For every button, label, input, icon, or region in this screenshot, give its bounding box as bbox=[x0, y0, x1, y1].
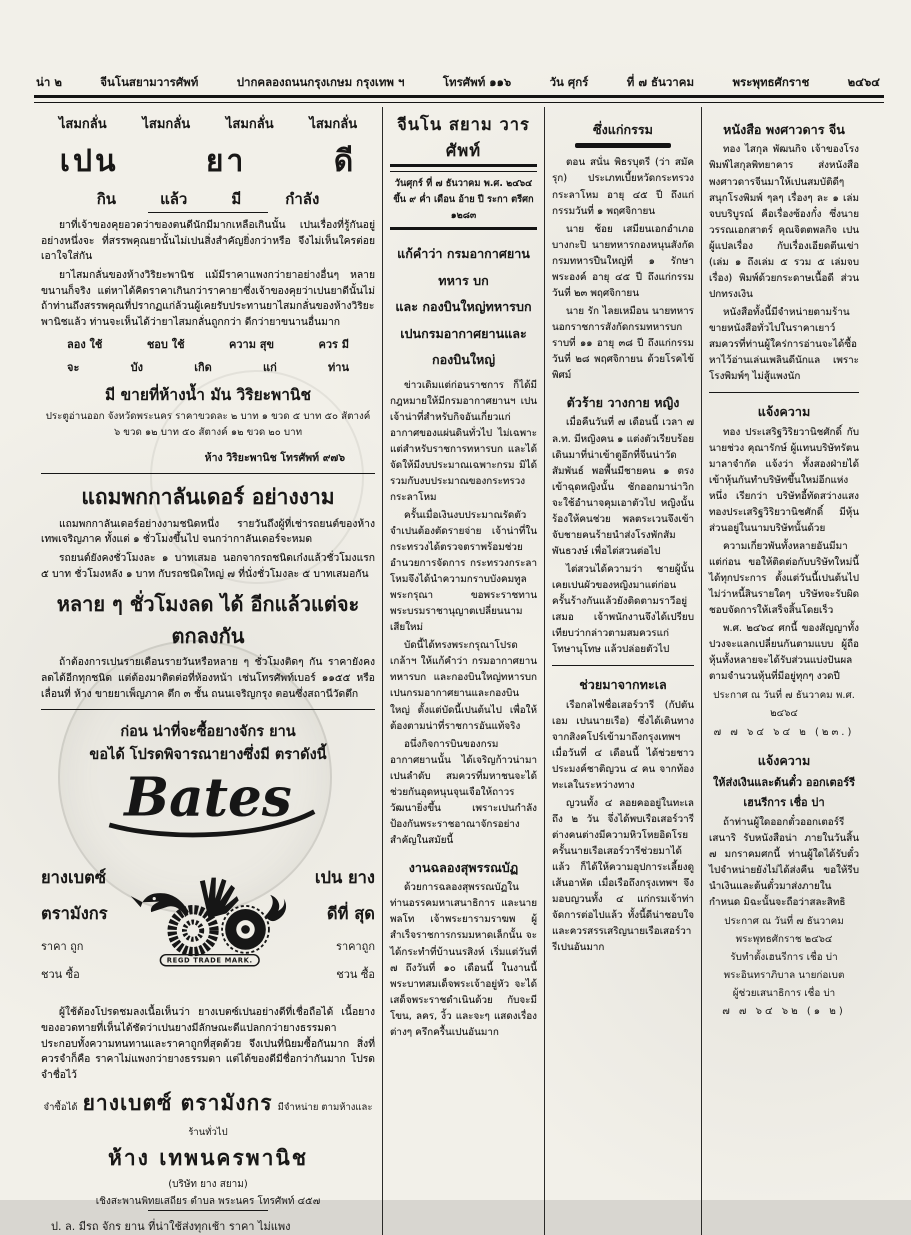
notice-signature-line: รับทำตั้งเฮนรีการ เชื่อ บ่า bbox=[730, 951, 838, 963]
bates-shop-address: เชิงสะพานพิทยเสถียร ตำบล พระนคร โทรศัพท์ ๔๕๗ bbox=[95, 1195, 321, 1207]
brand-row bbox=[41, 113, 375, 134]
medicine-paragraph: ยาที่เจ้าของคุยอวดว่าของตนดีนักมีมากเหลือเกินนั้น เปนเรื่องที่รู้กันอยู่อย่างหนึ่งจะ ที่สรรพคุณยานั้นไม่เปนสิ่งสำคัญยิ่งกว่าหรือ จึงไม่เห็นใครต่อยเอาใจใส่กัน bbox=[41, 219, 375, 263]
brand-word: ไสมกลั่น bbox=[225, 117, 274, 132]
column-local-news bbox=[544, 107, 701, 1235]
notice-date-line: ประกาศ ณ วันที่ ๗ ธันวาคม พระพุทธศักราช ๒๔๖๔ bbox=[724, 916, 844, 946]
bates-dragon-logo bbox=[115, 846, 301, 1002]
price-line: ๖ ขวด ๑๒ บาท ๕๐ สัตางค์ ๑๒ ขวด ๒๐ บาท bbox=[113, 427, 303, 439]
masthead-rule bbox=[390, 227, 537, 230]
bates-paragraph: ผู้ใช้ต้องโปรดชมลงเนื้อเห็นว่า ยางเบตซ์เปนอย่างดีที่เชื่อถือได้ เนื้อยางของอวดทายที่เห็นได้ชัดว่าเปนยางมีลักษณะดีแปลกกว่ายางธรรมดา ประกอบทั้งความทนทานและราคาถูกที่สุดด้วย จึงเปนที่นิยมซื้อกันมาก สิ่งที่ควรจำก็คือ ราคาไม่แพงกว่ายางธรรมดา แต่ได้ของดีมีชื่อกว่ากันมาก โปรดจำชื่อไว้ bbox=[41, 1006, 375, 1081]
column-lead bbox=[382, 107, 544, 1235]
section-rule bbox=[552, 665, 694, 666]
obituary-heading: ซึ่งแก่กรรม bbox=[593, 122, 653, 137]
sea-rescue-paragraph: เรือกลไฟชื่อเสอร์วารี (กัปตันเอม เปนนายเรือ) ซึ่งได้เดินทางจากสิงคโปร์เข้ามาถึงกรุงเทพฯ เมื่อวันที่ ๔ เดือนนี้ ได้ช่วยชาวประมงค์ชาติญวน ๔ คน จากท้องทะเลในระหว่างทาง bbox=[552, 699, 694, 791]
bates-ad-line2: ขอได้ โปรดพิจารณายางซึ่งมี ตราดังนี้ bbox=[89, 747, 327, 764]
notice-signature-line: ผู้ช่วยเสนาธิการ เชื่อ บ่า bbox=[732, 987, 836, 999]
bates-shop-note: (บริษัท ยาง สยาม) bbox=[168, 1178, 248, 1190]
column-ads bbox=[34, 107, 382, 1235]
notice-heading: แจ้งความ bbox=[757, 404, 811, 420]
calendar-paragraph: แถมพกกาลันเดอร์อย่างงามชนิดหนึ่ง รายวันถึงผู้ที่เช่ารถยนต์ของห้างเทพเจริญภาค ทั้งแต่ ๑ ชั่วโมงขึ้นไป จนกว่ากาลันเดอร์จะหมด bbox=[41, 517, 375, 546]
seller-line: มี ขายที่ห้างน้ำ มัน วิริยะพานิช bbox=[104, 386, 312, 405]
divider bbox=[148, 212, 268, 213]
sea-rescue-paragraph: ญวนทั้ง ๔ ลอยคออยู่ในทะเลถึง ๒ วัน จึ่งได้พบเรือเสอร์วารี ต่างคนต่างมีความหิวโหยอิดโรย ครั้นนายเรือเสอร์วารีช่วยมาได้แล้ว ก็ได้ให้ความอุปการะเลี้ยงดูเส้นอาหัต เมื่อเรือถึงกรุงเทพฯ จึงมอบญวนทั้ง ๔ แก่กรมเจ้าท่าจัดการต่อไปแล้ว ทั้งนี้ดีน่าชอบใจและควรสรรเสริญนายเรือเสอร์วารีเปนอันมาก bbox=[552, 797, 694, 954]
issue-era: พระพุทธศักราช bbox=[732, 75, 810, 89]
notice-number-line: ๗ ๗ ๖๔ ๖๒ (๑ ๒) bbox=[722, 1006, 846, 1018]
brand-word: ไสมกลั่น bbox=[142, 117, 191, 132]
header-rule bbox=[34, 95, 884, 103]
notice-number-line: ๗ ๗ ๖๔ ๖๔ ๒ (๒๓.) bbox=[713, 726, 855, 738]
notice-paragraph: ถ้าท่านผู้ใดออกตั๋วออกเตอร์รีเสนาริ รับหนังสือน่า ภายในวันสิ้น ๗ มกราคมศกนี้ ท่านผู้ใดได้รับตั๋วไปจำหน่ายยังไม่ได้ส่งคืน ขอให้รีบนำเงินและต้นตั๋วมาส่งภายในกำหนด มิฉะนั้นจะถือว่าสละสิทธิ bbox=[709, 816, 859, 909]
issue-date: ที่ ๗ ธันวาคม bbox=[626, 75, 695, 89]
crime-heading: ตัวร้าย วางกาย หญิง bbox=[566, 395, 680, 411]
notice-subline: เฮนรีการ เชื่อ บ่า bbox=[743, 796, 825, 810]
page-number: น่า ๒ bbox=[36, 75, 62, 89]
notice-date-line: ประกาศ ณ วันที่ ๗ ธันวาคม พ.ศ. ๒๔๖๔ bbox=[713, 690, 855, 720]
bates-logo-row bbox=[41, 846, 375, 1002]
shop-line: ห้าง วิริยะพานิช โทรศัพท์ ๙๗๖ bbox=[204, 451, 345, 464]
medicine-ad-subline: กิน แล้ว มี กำลัง bbox=[96, 190, 320, 208]
lead-paragraph: ครั้นเมื่อเงินงบประมาณรัดตัวจำเปนต้องตัดรายจ่าย เจ้าน่าที่ในกระทรวงได้ตรวจตราพร้อมช่วยอำนวยการจัดการ กระทรวงกระลาโหมจึงได้นำความกราบบังคมทูลพระกรุณา ขอพระราชทานพระบรมราชานุญาตเปลี่ยนนามเสียใหม่ bbox=[390, 509, 537, 634]
paper-phone: โทรศัพท์ ๑๑๖ bbox=[442, 75, 512, 89]
divider bbox=[148, 1210, 268, 1211]
crime-paragraph: ไต่สวนได้ความว่า ชายผู้นั้นเคยเปนผัวของหญิงมาแต่ก่อน ครั้นร้างกันแล้วยังติดตามราวีอยู่เสมอ เจ้าพนักงานจึงได้เปรียบเทียบว่ากล่าวตามสมควรแก่โทษานุโทษ แล้วปล่อยตัวไป bbox=[552, 563, 694, 656]
heading-bar bbox=[575, 143, 672, 148]
paper-name: จีนโนสยามวารศัพท์ bbox=[100, 75, 199, 89]
calendar-ad-headline: แถมพกกาลันเดอร์ อย่างงาม bbox=[81, 484, 335, 509]
paper-address: ปากคลองถนนกรุงเกษม กรุงเทพ ฯ bbox=[236, 75, 405, 89]
notice-paragraph: ทอง ประเสริฐวิริยวานิชศักดิ์ กับนายช่วง คุณารักษ์ ผู้แทนบริษัทรัตนมาลาจำกัด แจ้งว่า ทั้งสองฝ่ายได้เข้าหุ้นกันทำบริษัทขึ้นใหม่อีกแห่งหนึ่ง เรียกว่า บริษัทอี้ทัดสว่างแสง ทองประเสริฐวิริยวานิชศักดิ์ มีหุ้นส่วนอยู่ในนามบริษัทนั้นด้วย bbox=[709, 426, 859, 534]
slogan-row: จะ บัง เกิด แก่ ท่าน bbox=[67, 361, 349, 375]
lead-paragraph: ข่าวเดิมแต่ก่อนราชการ ก็ได้มีกฎหมายให้มีกรมอากาศยานฯ เปนเจ้าน่าที่สำหรับกิจอันเกี่ยวแก่อากาศของแผ่นดินทั่วไป ไม่เฉพาะแต่สำหรับราชการทหารบก และได้จัดให้มีงบประมาณเฉพาะกรม มิได้รวมกับงบประมาณของกระทรวงกระลาโหม bbox=[390, 379, 537, 503]
notice-subline: ให้ส่งเงินและต้นตั๋ว ออกเตอร์รี bbox=[712, 776, 856, 790]
masthead-rule bbox=[390, 164, 537, 172]
lead-headline: แก้คำว่า กรมอากาศยาน ทหาร บก และ กองบินใหญ่ทหารบก เปนกรมอากาศยานและกองบินใหญ่ bbox=[395, 246, 532, 368]
page-header bbox=[34, 74, 884, 95]
books-paragraph: ทอง ไสกุล พัฒนกิจ เจ้าของโรงพิมพ์ไสกุลพิทยาคาร ส่งหนังสือพงศาวดารจีนมาให้เปนสมบัติดีๆ สนุกโรงพิมพ์ ๆลๆ เรื่องๆ ละ ๑ เล่ม จบบริบูรณ์ คือเรื่องซ้องกั๋ง ซึ่งนายวรรณเอกสาตร์ คุณจิตตพลกิจ เปนผู้แปลเรื่อง กับเรื่องเอียดตีนเข่า (เล่ม ๑ ถึงเล่ม ๕ รวม ๕ เล่มจบเรื่อง) พิมพ์ด้วยกระดาษเนื้อดี ส่วนปกทรงเงิน bbox=[709, 144, 859, 300]
hours-headline: หลาย ๆ ชั่วโมงลด ได้ อีกแล้วแต่จะตกลงกัน bbox=[56, 592, 360, 649]
slogan-row: ลอง ใช้ ชอบ ใช้ ความ สุข ควร มี bbox=[67, 338, 349, 352]
brand-word: ไสมกลั่น bbox=[58, 117, 107, 132]
bates-right-labels: เปน ยาง ดีที่ สุด ราคาถูก ชวน ซื้อ bbox=[314, 868, 375, 982]
celebration-heading: งานฉลองสุพรรณบัฏ bbox=[408, 859, 519, 875]
medicine-paragraph: ยาไสมกลั่นของห้างวิริยะพานิช แม้มีราคาแพงกว่ายาอย่างอื่นๆ หลายขนานก็จริง แต่หาได้คิดราคาเกินกว่าราคายาซึ่งเจ้าของคุยว่าเปนยาดีนั้นไม่ ถ้าท่านถึงสรรพคุณที่ปรากฏแก่ล้วนผู้เคยรับประทานยาไสมกลั่นของห้างวิริยะพานิชแล้ว ท่านจะเห็นได้ว่ายาไสมกลั่นถูกกว่า ดีกว่ายาขนานอื่นมาก bbox=[41, 268, 375, 328]
lead-paragraph: บัดนี้ได้ทรงพระกรุณาโปรดเกล้าฯ ให้แก้คำว่า กรมอากาศยานทหารบก และกองบินใหญ่ทหารบก เปนกรมอากาศยานและกองบินใหญ่ ตั้งแต่บัดนี้เปนต้นไป เพื่อให้ต้องตามน่าที่ราชการอันแท้จริง bbox=[390, 640, 537, 732]
books-paragraph: หนังสือทั้งนี้มีจำหน่ายตามร้านขายหนังสือทั่วไปในราคาเยาว์ สมควรที่ท่านผู้ใคร่การอ่านจะได้ซื้อหาไว้อ่านเล่นเพลินดีนักแล เพราะโรงพิมพ์ๆ ไม่สู้แพงนัก bbox=[709, 306, 859, 383]
masthead-title: จีนโน สยาม วารศัพท์ bbox=[397, 115, 530, 160]
celebration-paragraph: ด้วยการฉลองสุพรรณบัฏในท่านอรรคมหาเสนาธิการ และนายพลโท เจ้าพระยารามราฆพ ผู้สำเร็จราชการกรมมหาดเล็กนั้น จะได้กระทำที่บ้านนรสิงห์ เริ่มแต่วันที่ ๗ ถึงวันที่ ๑๐ เดือนนี้ ในงานนี้พระบาทสมเด็จพระเจ้าอยู่หัว จะได้เสด็จพระราชดำเนินด้วย กับจะมีโขน, ลคร, งิ้ว และจะๆ แสดงเรื่องต่างๆ ครึกครื้นเปนอันมาก bbox=[390, 882, 537, 1038]
bates-left-labels: ยางเบตซ์ ตรามังกร ราคา ถูก ชวน ซื้อ bbox=[41, 868, 108, 982]
obituary-paragraph: นาย ช้อย เสมียนเอกอำเภอบางกะปิ นายทหารกองหนุนสังกัดกรมทหารปืนใหญ่ที่ ๑ รักษาพระองค์ อายุ ๔๕ ปี ถึงแก่กรรมวันที่ ๒๓ พฤศจิกายน bbox=[552, 223, 694, 299]
section-rule bbox=[709, 392, 859, 393]
svg-text:Bates: Bates bbox=[124, 765, 292, 829]
notice-paragraph: ความเกี่ยวพันทั้งหลายอันมีมาแต่ก่อน ขอให้ติดต่อกับบริษัทใหม่นี้ได้ทุกประการ ตั้งแต่วันนี้เปนต้นไป ไม่ว่าหนี้สินรายใดๆ บริษัทจะรับผิดชอบจัดการให้เสร็จสิ้นโดยเร็ว bbox=[709, 540, 859, 617]
obituary-paragraph: ตอน สนั่น พิธรบุตรี (ว่า สมัครุก) ประเภทเบี้ยหวัดกระทรวงกระลาโหม อายุ ๔๕ ปี ถึงแก่กรรมวันที่ ๑ พฤศจิกายน bbox=[552, 157, 694, 217]
lead-paragraph: อนึ่งกิจการบินของกรมอากาศยานนั้น ได้เจริญก้าวน่ามาเปนลำดับ สมควรที่มหาชนจะได้ช่วยกันอุดหนุนจุนเจือให้ถาวรวัฒนายิ่งขึ้น เพราะเปนกำลังป้องกันพระราชอาณาจักรอย่างสำคัญในสมัยนี้ bbox=[390, 738, 537, 846]
masthead bbox=[390, 111, 537, 235]
section-rule bbox=[41, 709, 375, 710]
sea-rescue-heading: ช่วยมาจากทะเล bbox=[579, 677, 667, 693]
masthead-date: วันศุกร์ ที่ ๗ ธันวาคม พ.ศ. ๒๔๖๔ bbox=[394, 178, 533, 189]
column-notices bbox=[701, 107, 866, 1235]
bates-ps-line: ป. ล. มีรถ จักร ยาน ที่น่าใช้ส่งทุกเช้า ราคา ไม่แพง bbox=[51, 1219, 291, 1233]
bates-script-logo bbox=[41, 765, 375, 846]
calendar-paragraph: ถ้าต้องการเปนรายเดือนรายวันหรือหลาย ๆ ชั่วโมงติดๆ กัน ราคายังคงลดได้อีกทุกชนิด แต่ต้องมาติดต่อที่ห้องหน้า เช่นโทรศัพท์เบอร์ ๑๑๕๕ หรือเลื่อนที่ ห้าง ขายยาเพ็ญภาค ตึก ๓ ชั้น ถนนเจริญกรุง ตอนซึ่งสถานีวัดตึก bbox=[41, 656, 375, 700]
bates-ad-line1: ก่อน น่าที่จะซื้อยางจักร ยาน bbox=[120, 724, 296, 741]
notice-signature-line: พระอินทราภิบาล นายก่อเบต bbox=[723, 969, 845, 981]
svg-text:REGD TRADE MARK.: REGD TRADE MARK. bbox=[166, 957, 253, 966]
columns bbox=[34, 107, 884, 1233]
sheet bbox=[34, 74, 884, 1233]
obituary-paragraph: นาย รัก ไลยเหมือน นายทหารนอกราชการสังกัดกรมทหารบกราบที่ ๑๑ อายุ ๓๘ ปี ถึงแก่กรรมวันที่ ๒๘ พฤศจิกายน ด้วยโรคไข้พิศม์ bbox=[552, 305, 694, 382]
notice-paragraph: พ.ศ. ๒๔๖๔ ศกนี้ ของสัญญาทั้งปวงจะแลกเปลี่ยนกันตามแบบ ผู้ถือหุ้นทั้งหลายจะได้รับส่วนแบ่งปันผลตามจำนวนหุ้นที่มีอยู่ทุกๆ งวดปี bbox=[709, 623, 859, 683]
bates-shop-name: ห้าง เทพนครพานิช bbox=[108, 1145, 308, 1170]
issue-day: วัน ศุกร์ bbox=[549, 75, 589, 89]
bates-brand-line: จำซื้อได้ ยางเบตซ์ ตรามังกร มีจำหน่าย ตามห้างและร้านทั่วไป bbox=[43, 1090, 373, 1138]
calendar-paragraph: รถยนต์ยังคงชั่วโมงละ ๑ บาทเสมอ นอกจากรถชนิดเก๋งแล้วชั่วโมงแรก ๕ บาท ชั่วโมงหลัง ๑ บาท กับรถชนิดใหญ่ ๗ ที่นั่งชั่วโมงละ ๕ บาทเสมอกัน bbox=[41, 552, 375, 580]
notice-heading: แจ้งความ bbox=[757, 752, 811, 768]
price-line: ประตูอ่านออก จังหวัดพระนคร ราคาขวดละ ๒ บาท ๑ ขวด ๕ บาท ๕๐ สัตางค์ bbox=[45, 411, 371, 423]
issue-year: ๒๔๖๔ bbox=[847, 75, 880, 89]
crime-paragraph: เมื่อคืนวันที่ ๗ เดือนนี้ เวลา ๗ ล.ท. มีหญิงคน ๑ แต่งตัวเรียบร้อย เดินมาที่น่าเข้าตูอึกที่จีนน่าวัดสัมพันธ์ พอพื้นมีชายคน ๑ ตรงเข้าฉุดหญิงนั้น ชักออกมาน่าวิก จะใช้อำนาจคุมเอาตัวไป หญิงนั้นร้องให้คนช่วย พลตระเวนจึงเข้าจับชายคนร้ายนำส่งโรงพักสัมพันธวงษ์ เพื่อไต่สวนต่อไป bbox=[552, 417, 694, 557]
brand-word: ไสมกลั่น bbox=[309, 117, 358, 132]
section-rule bbox=[41, 473, 375, 474]
books-heading: หนังสือ พงศาวดาร จีน bbox=[723, 122, 845, 137]
medicine-ad-headline: เปน ยา ดี bbox=[59, 144, 357, 179]
masthead-lunar-date: ขึ้น ๙ ค่ำ เดือน อ้าย ปี ระกา ตรีศก ๑๒๘๓ bbox=[393, 193, 534, 221]
